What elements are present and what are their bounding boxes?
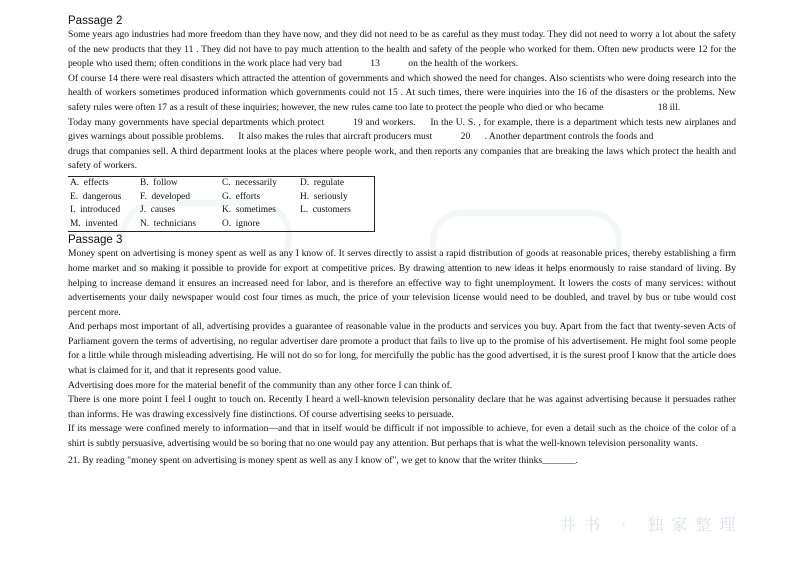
word-bank-row [68, 191, 375, 205]
word-bank-option: K. sometimes [222, 205, 276, 216]
blank-18: 18 [657, 101, 668, 113]
passage-2-title: Passage 2 [68, 15, 123, 27]
word-bank-row [68, 218, 375, 232]
passage-2-paragraph-1: Some years ago industries had more freedom than they have now, and they did not need to be as careful as they must today. They did not need to worry a lot about the safety of the new products that they 11 . They did not have to pay much attention to the health and safety of the people who worked for them. Often new products were 12 for the people who used them; often conditions in the work place had very bad 13 on the health of the workers. [68, 29, 736, 70]
word-bank-option: B. follow [140, 177, 178, 188]
passage-3-paragraph-3: Advertising does more for the material benefit of the community than any other force I can think of. [68, 379, 453, 391]
word-bank-option [298, 218, 375, 232]
word-bank-option: M. invented [70, 218, 118, 229]
word-bank-table [68, 176, 375, 232]
word-bank-option: F. developed [140, 191, 191, 202]
blank-13: 13 [370, 58, 380, 70]
passage-3-paragraph-1: Money spent on advertising is money spent as well as any I know of. It serves directly to assist a rapid distribution of goods at reasonable prices, thereby establishing a firm home market and so making it possible to provide for export at competitive prices. By drawing attention to new ideas it helps enormously to raise standard of living. By helping to increase demand it ensures an increased need for labor, and is therefore an effective way to fight unemployment. It lowers the costs of many services: without advertisements your daily newspaper would cost four times as much, the price of your television license would need to be doubled, and travel by bus or tube would cost percent more. [68, 248, 736, 318]
word-bank-option: O. ignore [222, 218, 260, 229]
passage-3-title: Passage 3 [68, 234, 123, 247]
word-bank-row [68, 204, 375, 218]
blank-20: 20 [460, 131, 471, 143]
passage-3-paragraph-4: There is one more point I feel I ought to touch on. Recently I heard a well-known television personality declare that he was against advertising because it persuades rather than informs. He was drawing excessively fine distinctions. Of course advertising seeks to persuade. [68, 394, 736, 420]
passage-2-paragraph-2: Of course 14 there were real disasters which attracted the attention of governments and which showed the need for changes. Also scientists who were doing research into the health of workers sometimes produced information which governments could not 15 . At such times, there were inquiries into the 16 of the disasters or the problems. New safety rules were often 17 as a result of these inquiries; however, the new rules came too late to protect the people who died or who became 18 ill. [68, 72, 736, 113]
word-bank-option: E. dangerous [70, 191, 122, 202]
watermark-text: 井书 · 独家整理 [560, 515, 744, 534]
document-page [68, 14, 736, 468]
passage-3-paragraph-5: If its message were confined merely to information—and that in itself would be difficult if not impossible to achieve, for even a detail such as the choice of the color of a shirt is subtly persuasive, advertising would be so boring that no one would pay any attention. But perhaps that is what the well-known television personality wants. [68, 423, 736, 450]
blank-19: 19 [353, 116, 363, 128]
passage-3-paragraph-2: And perhaps most important of all, advertising provides a guarantee of reasonable value in the products and services you buy. Apart from the fact that twenty-seven Acts of Parliament govern the terms of advertising, no regular advertiser dare promote a product that fails to live up to the promise of his advertisement. He might fool some people for a little while through misleading advertising. He will not do so for long, for mercifully the public has the good advertised, it is the surest proof I know that the article does what is claimed for it, and that it represents good value. [68, 321, 736, 377]
question-21: 21. By reading "money spent on advertising is money spent as well as any I know of", we get to know that the writer thinks_______. [68, 454, 579, 466]
word-bank-option: J. causes [140, 205, 176, 216]
word-bank-option: G. efforts [222, 191, 261, 202]
passage-2-paragraph-3: Today many governments have special departments which protect 19 and workers. In the U. S. , for example, there is a department which tests new airplanes and gives warnings about possible problems. It also makes the rules that aircraft producers must 20 . Another department controls the foods and [68, 116, 736, 143]
word-bank-option: C. necessarily [222, 177, 277, 188]
word-bank-option: L. customers [300, 205, 351, 216]
word-bank-option: D. regulate [300, 177, 344, 188]
word-bank-option: H. seriously [300, 191, 348, 202]
word-bank-row [68, 176, 375, 190]
word-bank-option: I. introduced [70, 205, 121, 216]
word-bank-option: N. technicians [140, 218, 196, 229]
word-bank-option: A. effects [70, 177, 109, 188]
passage-2-paragraph-4: drugs that companies sell. A third department looks at the places where people work, and then reports any companies that are breaking the laws which protect the health and safety of workers. [68, 145, 736, 172]
